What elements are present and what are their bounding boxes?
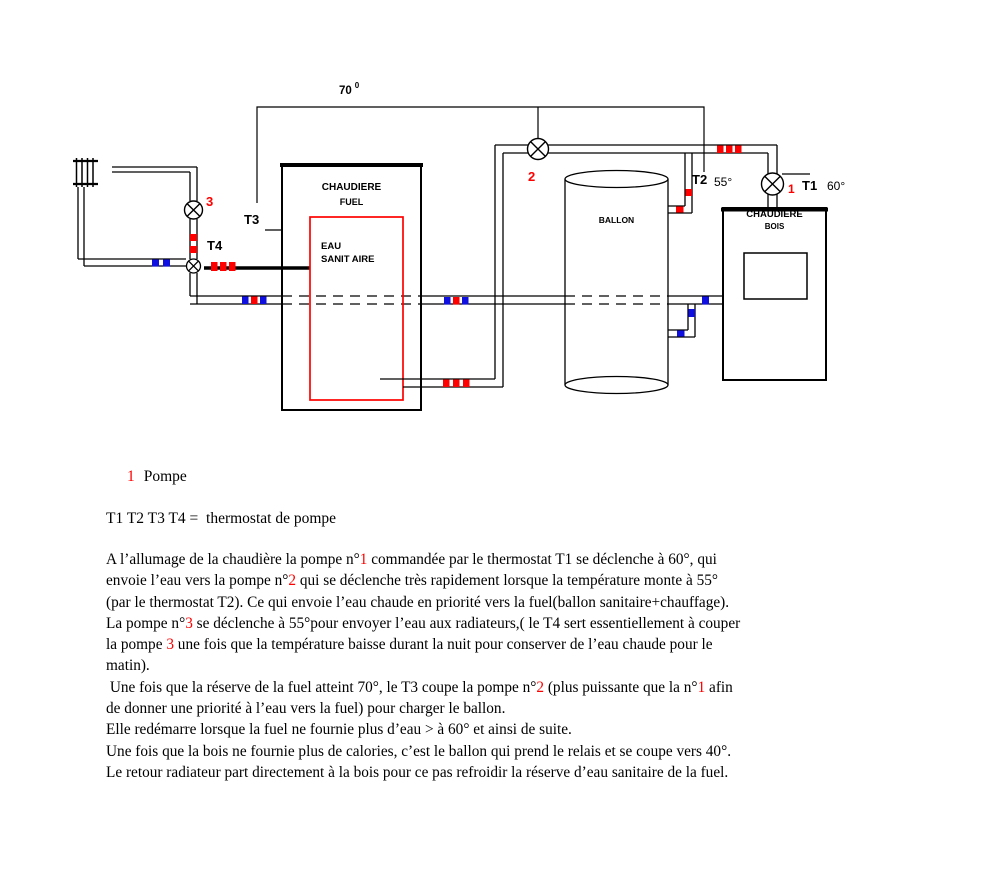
pump-1-icon <box>762 173 784 195</box>
label-thermostat-t2: T2 <box>692 172 708 187</box>
legend-pump <box>127 468 187 486</box>
red-number: 3 <box>185 614 193 632</box>
t4-sensor-line <box>204 262 310 271</box>
label-pump3-number: 3 <box>206 194 214 209</box>
legend-pump-label: Pompe <box>143 468 187 485</box>
label-tank: BALLON <box>598 215 635 225</box>
label-fuel-boiler-title: CHAUDIERE <box>321 182 382 193</box>
legend-thermostats: T1 T2 T3 T4 = thermostat de pompe <box>106 510 337 527</box>
notes-line: La pompe n°3 se déclenche à 55°pour envoyer l’eau aux radiateurs,( le T4 sert essentiellement à couper <box>106 614 741 632</box>
pipe-tank-top-branch <box>668 153 692 213</box>
label-wood-boiler-title: CHAUDIERE <box>746 209 803 220</box>
label-thermostat-t1: T1 <box>802 178 818 193</box>
hot-ticks-fuel-bottom <box>443 380 470 388</box>
label-temp-55: 55° <box>714 175 733 189</box>
pipe-junction-down <box>190 273 197 304</box>
buffer-tank <box>565 171 668 394</box>
wood-boiler-box <box>721 208 828 380</box>
notes-line: Elle redémarre lorsque la fuel ne fournie plus d’eau > à 60° et ainsi de suite. <box>106 721 572 739</box>
red-number: 3 <box>166 636 174 654</box>
cold-ticks-tank-return <box>677 309 695 337</box>
hot-ticks-tank-branch <box>676 189 692 213</box>
notes-line: Le retour radiateur part directement à la bois pour ce pas refroidir la réserve d’eau sanitaire de la fuel. <box>106 763 729 781</box>
label-fuel-boiler-sub: FUEL <box>339 197 364 207</box>
hot-ticks-pump3-leg <box>190 234 197 253</box>
label-pump1-number: 1 <box>788 182 795 196</box>
hot-ticks-top-pipe <box>717 146 742 154</box>
ticks-main-left <box>242 297 267 305</box>
red-number: 2 <box>536 678 545 696</box>
notes-line: A l’allumage de la chaudière la pompe n°1 commandée par le thermostat T1 se déclenche à 60°, qui <box>106 551 717 568</box>
junction-valve-icon <box>187 259 201 273</box>
label-eau-sanitaire: EAU SANIT AIRE <box>321 241 375 265</box>
label-wood-boiler-sub: BOIS <box>764 222 785 231</box>
pipe-radiator-return <box>78 187 186 266</box>
label-temp-70: 70 $^0$ <box>339 81 360 97</box>
notes <box>106 549 740 783</box>
notes-line: de donner une priorité à l’eau vers la fuel) pour charger le ballon. <box>106 700 506 718</box>
pump-3-icon <box>185 201 203 219</box>
label-thermostat-t3: T3 <box>244 212 260 227</box>
notes-line: (par le thermostat T2). Ce qui envoie l’eau chaude en priorité vers la fuel(ballon sanitaire+chauffage). <box>106 593 730 611</box>
label-temp-60: 60° <box>827 179 846 193</box>
notes-line: envoie l’eau vers la pompe n°2 qui se déclenche très rapidement lorsque la température monte à 55° <box>106 572 718 590</box>
label-thermostat-t4: T4 <box>207 238 223 253</box>
degree-sup: 0 <box>354 81 360 90</box>
red-number: 2 <box>288 572 297 590</box>
notes-line: la pompe 3 une fois que la température baisse durant la nuit pour conserver de l’eau chaude pour le <box>106 636 713 654</box>
label-pump2-number: 2 <box>528 169 536 184</box>
red-number: 1 <box>697 678 706 696</box>
ticks-main-mid <box>444 297 469 305</box>
legend-pump-number: 1 <box>127 468 135 485</box>
notes-line: Une fois que la bois ne fournie plus de calories, c’est le ballon qui prend le relais et se coupe vers 40°. <box>106 742 732 760</box>
pump-2-icon <box>528 139 549 160</box>
tick-main-right-cold <box>702 297 709 305</box>
radiator-icon <box>73 158 98 187</box>
notes-line: Une fois que la réserve de la fuel atteint 70°, le T3 coupe la pompe n°2 (plus puissante que la n°1 afin <box>106 678 733 696</box>
notes-line: matin). <box>106 657 150 675</box>
pipe-radiator-supply <box>112 167 197 201</box>
red-number: 1 <box>359 551 368 568</box>
